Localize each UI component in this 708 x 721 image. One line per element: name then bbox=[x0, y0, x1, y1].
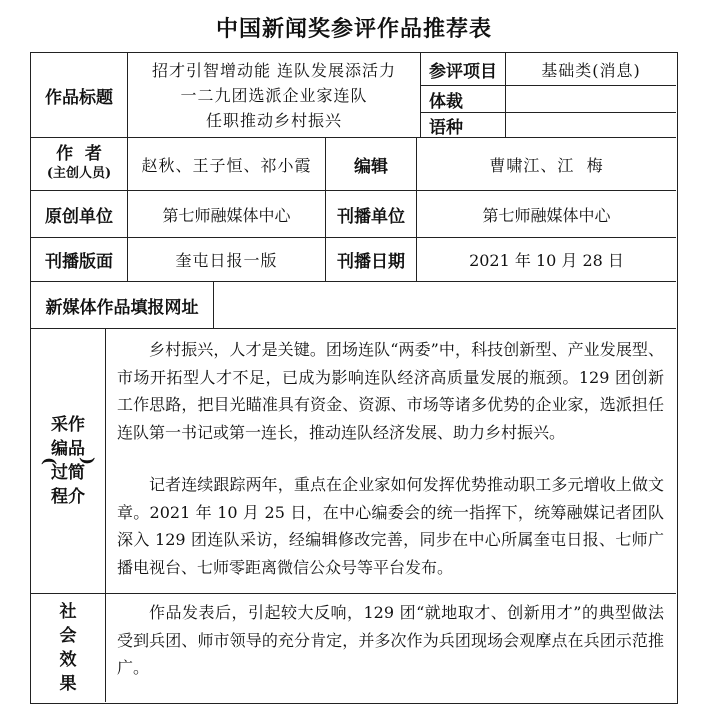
effect-label-char: 社 bbox=[59, 602, 77, 622]
process-label-line: 过简 bbox=[51, 463, 85, 483]
origin-unit-label: 原创单位 bbox=[45, 206, 113, 227]
publish-section-value: 奎屯日报一版 bbox=[175, 251, 278, 270]
process-paragraph: 记者连续跟踪两年，重点在企业家如何发挥优势推动职工多元增收上做文章。2021 年 10 月 25 日，在中心编委会的统一指挥下，统筹融媒记者团队深入 129 团连队采访，经编辑修改完善，同步在中心所属奎屯日报、七师广播电视台、七师零距离微信公众号等平台发布。 bbox=[117, 475, 664, 577]
effect-label-char: 会 bbox=[59, 626, 77, 646]
publish-section-label: 刊播版面 bbox=[45, 252, 113, 272]
author-value: 赵秋、王子恒、祁小霞 bbox=[141, 155, 312, 175]
origin-unit-value: 第七师融媒体中心 bbox=[162, 205, 291, 225]
process-paragraph: 乡村振兴，人才是关键。团场连队“两委”中，科技创新型、产业发展型、市场开拓型人才不足，已成为影响连队经济高质量发展的瓶颈。129 团创新工作思路，把目光瞄准具有资金、资源、市场等诸多优势的企业家，选派担任连队第一书记或第一连长，推动连队经济发展、助力乡村振兴。 bbox=[117, 340, 664, 442]
category-value: 基础类(消息) bbox=[541, 60, 641, 80]
page-title: 中国新闻奖参评作品推荐表 bbox=[215, 16, 492, 42]
process-label-line: 编品 bbox=[51, 439, 85, 459]
effect-label bbox=[31, 594, 105, 702]
work-title-line: 任职推动乡村振兴 bbox=[205, 110, 342, 130]
language-label: 语种 bbox=[429, 117, 463, 138]
row-divider bbox=[31, 328, 676, 329]
publish-unit-label: 刊播单位 bbox=[337, 206, 405, 227]
process-paren-open: ( bbox=[38, 456, 59, 466]
col-divider bbox=[105, 328, 106, 702]
new-media-url-value bbox=[214, 282, 676, 328]
editor-value: 曹啸江、江 梅 bbox=[489, 155, 604, 175]
author-label bbox=[31, 138, 127, 190]
work-title-line: 一二九团选派企业家连队 bbox=[180, 85, 368, 105]
effect-label-char: 果 bbox=[59, 674, 77, 694]
editor-label: 编辑 bbox=[354, 156, 388, 177]
work-title-label: 作品标题 bbox=[45, 87, 113, 108]
publish-date-value: 2021 年 10 月 28 日 bbox=[469, 251, 624, 270]
work-title-value bbox=[128, 53, 420, 137]
effect-label-char: 效 bbox=[59, 650, 77, 670]
process-label-line: 程介 bbox=[51, 487, 85, 507]
author-label-main: 作 者 bbox=[56, 144, 102, 164]
genre-value bbox=[506, 86, 676, 112]
recommendation-table bbox=[30, 52, 678, 704]
effect-paragraph: 作品发表后，引起较大反响，129 团“就地取才、创新用才”的典型做法受到兵团、师市领导的充分肯定，并多次作为兵团现场会观摩点在兵团示范推广。 bbox=[117, 603, 664, 677]
process-label-line: 采作 bbox=[51, 415, 85, 435]
row-divider bbox=[31, 593, 676, 594]
publish-date-label: 刊播日期 bbox=[337, 252, 405, 272]
genre-label: 体裁 bbox=[429, 91, 463, 112]
process-label bbox=[31, 329, 105, 593]
category-label: 参评项目 bbox=[429, 61, 497, 82]
new-media-url-label: 新媒体作品填报网址 bbox=[45, 297, 199, 318]
process-paren-close: ) bbox=[77, 456, 98, 466]
language-value bbox=[506, 113, 676, 137]
work-title-line: 招才引智增动能 连队发展添活力 bbox=[151, 60, 397, 80]
publish-unit-value: 第七师融媒体中心 bbox=[482, 205, 611, 225]
author-label-sub: (主创人员) bbox=[46, 166, 112, 181]
